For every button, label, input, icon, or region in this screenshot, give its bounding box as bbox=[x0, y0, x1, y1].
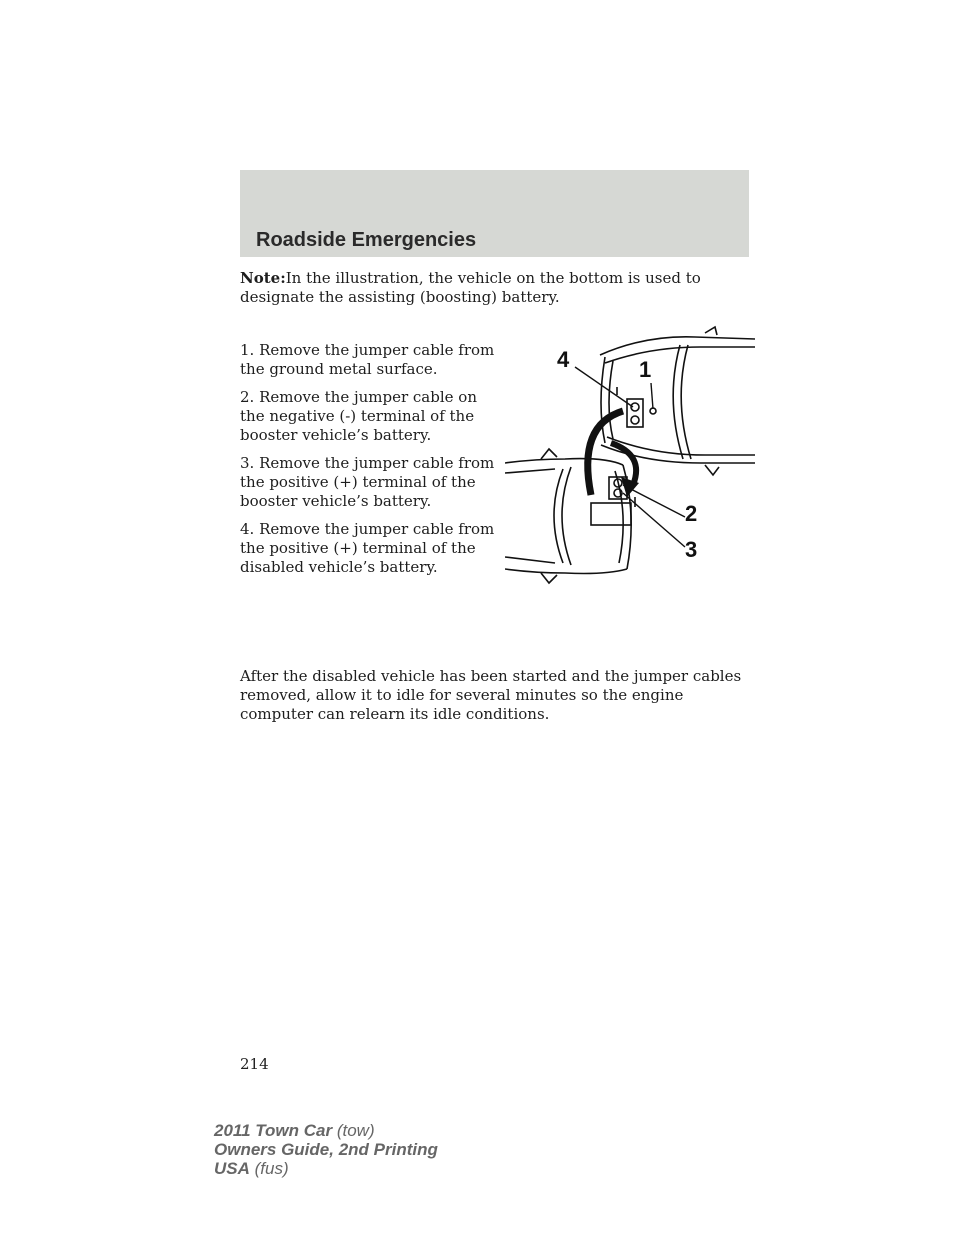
callout-4: 4 bbox=[557, 347, 570, 372]
steps-list bbox=[240, 341, 500, 586]
callout-4-leader bbox=[575, 367, 633, 407]
body-paragraph: After the disabled vehicle has been started and the jumper cables removed, allow it to idle for several minutes so the engine computer can relearn its idle conditions. bbox=[240, 667, 742, 723]
upper-vehicle-hood bbox=[601, 357, 605, 443]
section-title: Roadside Emergencies bbox=[256, 229, 477, 251]
step-item: 1. Remove the jumper cable from the ground metal surface. bbox=[240, 341, 495, 378]
step-item: 2. Remove the jumper cable on the negative (-) terminal of the booster vehicle’s battery. bbox=[240, 388, 477, 444]
document-footer bbox=[214, 1121, 438, 1178]
note-paragraph bbox=[240, 269, 760, 307]
callout-2: 2 bbox=[685, 501, 698, 526]
step-item: 3. Remove the jumper cable from the positive (+) terminal of the booster vehicle’s battery. bbox=[240, 454, 495, 510]
callout-1: 1 bbox=[639, 357, 652, 382]
lower-vehicle-outline bbox=[505, 459, 623, 465]
step-item: 4. Remove the jumper cable from the positive (+) terminal of the disabled vehicle’s battery. bbox=[240, 520, 495, 576]
footer-market: USA bbox=[214, 1159, 250, 1178]
footer-model-code: (tow) bbox=[332, 1121, 375, 1140]
footer-model: 2011 Town Car bbox=[214, 1121, 333, 1140]
lower-engine-box bbox=[591, 503, 631, 525]
callout-3: 3 bbox=[685, 537, 698, 562]
page-number: 214 bbox=[240, 1055, 269, 1073]
jumper-cable-illustration bbox=[505, 325, 755, 585]
footer-market-code: (fus) bbox=[249, 1159, 289, 1178]
footer-line-2: Owners Guide, 2nd Printing bbox=[214, 1140, 438, 1159]
footer-line-3 bbox=[214, 1159, 438, 1178]
note-label: Note: bbox=[240, 269, 286, 287]
footer-line-1 bbox=[214, 1121, 438, 1140]
note-text: In the illustration, the vehicle on the bottom is used to designate the assisting (boosting) battery. bbox=[240, 269, 701, 306]
callout-1-leader bbox=[651, 383, 653, 409]
